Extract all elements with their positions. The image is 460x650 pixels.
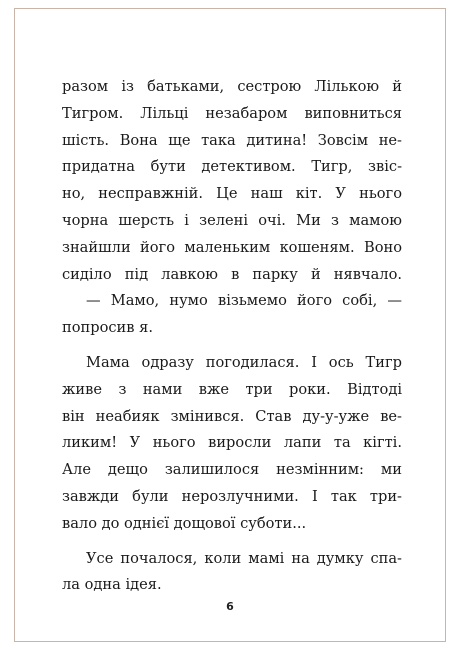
paragraph-gap: [62, 342, 402, 350]
page-number: 6: [226, 600, 234, 613]
text-line: разом із батьками, сестрою Лількою й: [62, 78, 402, 95]
text-line: знайшли його маленьким кошеням. Воно: [62, 238, 402, 256]
text-line: Усе почалося, коли мамі на думку спа-: [86, 549, 402, 567]
text-line: завжди були нерозлучними. І так три-: [62, 487, 402, 505]
text-line: він неабияк змінився. Став ду-у-уже ве-: [62, 407, 402, 425]
text-line: ликим! У нього виросли лапи та кігті.: [62, 434, 402, 452]
text-line: придатна бути детективом. Тигр, звіс-: [62, 158, 402, 176]
text-line: Мама одразу погодилася. І ось Тигр: [86, 353, 402, 371]
text-line: Тигром. Лільці незабаром виповниться: [62, 104, 402, 122]
text-line: — Мамо, нумо візьмемо його собі, —: [86, 292, 402, 310]
text-line: чорна шерсть і зелені очі. Ми з мамою: [62, 211, 402, 229]
text-line: шість. Вона ще така дитина! Зовсім не-: [62, 131, 402, 149]
text-line: ла одна ідея.: [62, 576, 162, 594]
text-line: сиділо під лавкою в парку й нявчало.: [62, 265, 402, 283]
text-line: живе з нами вже три роки. Відтоді: [62, 380, 402, 398]
text-line: попросив я.: [62, 319, 153, 337]
body-text: [62, 74, 402, 599]
text-line: вало до однієї дощової суботи...: [62, 514, 307, 532]
paragraph-gap: [62, 538, 402, 546]
text-line: но, несправжній. Це наш кіт. У нього: [62, 185, 402, 203]
text-line: Але дещо залишилося незмінним: ми: [62, 461, 402, 479]
